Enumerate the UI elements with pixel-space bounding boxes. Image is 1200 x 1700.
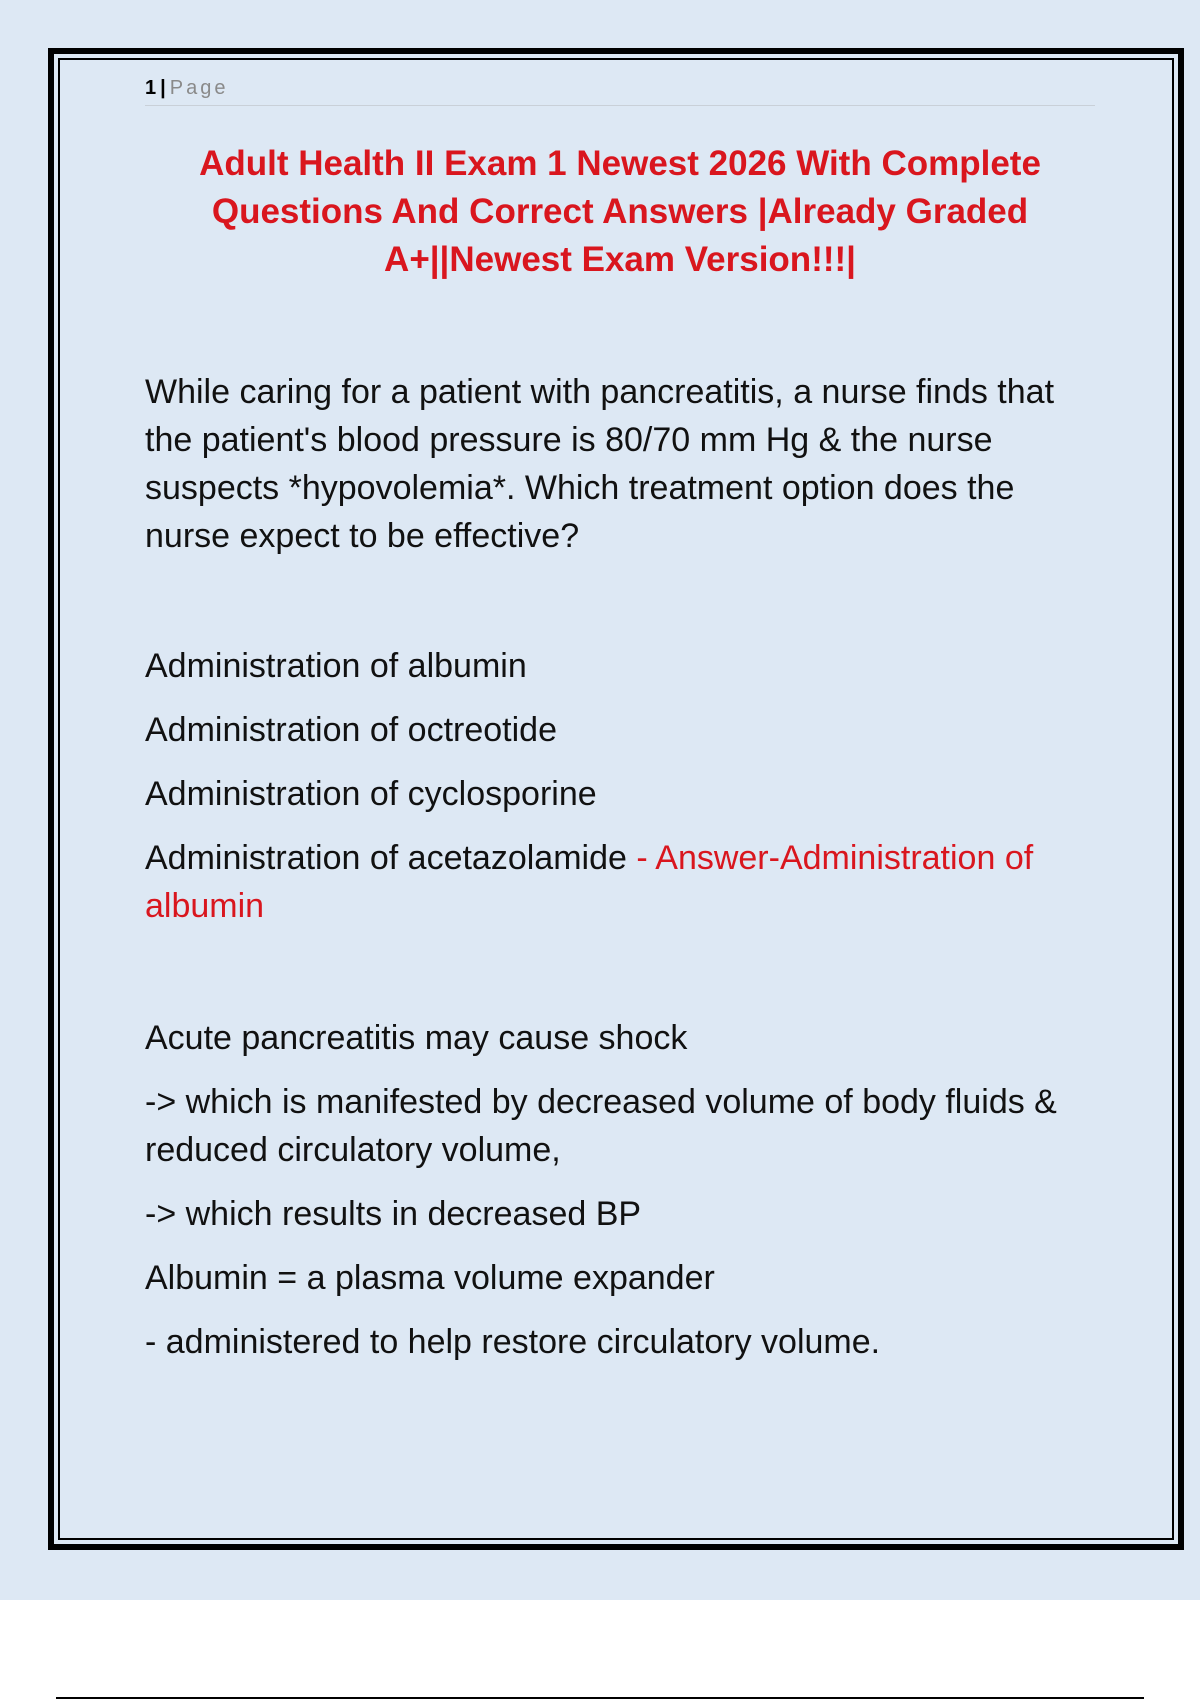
rationale	[145, 1014, 1095, 1382]
option-item: Administration of octreotide	[145, 711, 557, 749]
rationale-line: Acute pancreatitis may cause shock	[145, 1019, 688, 1057]
option-item: Administration of albumin	[145, 647, 527, 685]
page-separator: |	[160, 77, 166, 99]
option-item: Administration of cyclosporine	[145, 775, 597, 813]
answer-options	[145, 642, 1095, 946]
correct-answer: - Answer-Administration of albumin	[145, 839, 1034, 925]
rationale-line: -> which is manifested by decreased volume of body fluids & reduced circulatory volume,	[145, 1083, 1057, 1169]
document-title: Adult Health II Exam 1 Newest 2026 With Complete Questions And Correct Answers |Already Graded A+||Newest Exam Version!!!|	[199, 144, 1041, 279]
rationale-line: -> which results in decreased BP	[145, 1195, 642, 1233]
option-item-with-answer	[145, 834, 1095, 930]
question-text: While caring for a patient with pancreatitis, a nurse finds that the patient's blood pressure is 80/70 mm Hg & the nurse suspects *hypovolemia*. Which treatment option does the nurse expect to be effective?	[145, 373, 1055, 555]
page-number: 1	[145, 77, 157, 99]
page-label: Page	[169, 77, 229, 99]
rationale-line: - administered to help restore circulatory volume.	[145, 1323, 881, 1361]
footer-rule	[56, 1697, 1144, 1699]
page-header	[145, 74, 1095, 106]
option-item: Administration of acetazolamide	[145, 839, 627, 877]
rationale-line: Albumin = a plasma volume expander	[145, 1259, 715, 1297]
